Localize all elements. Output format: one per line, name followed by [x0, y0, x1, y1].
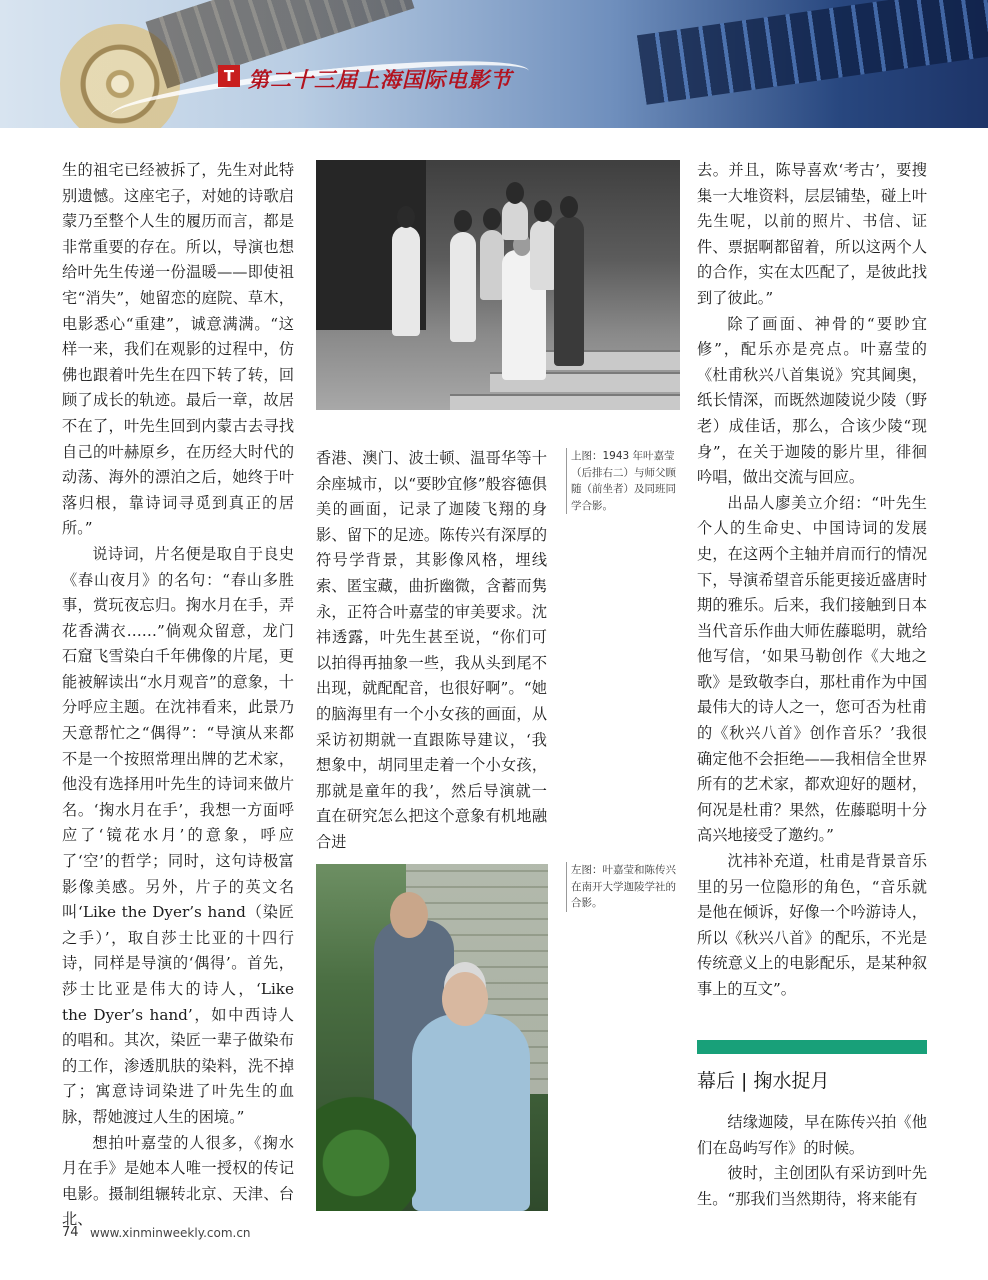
photo-figure	[480, 230, 504, 300]
film-strip-graphic	[637, 0, 988, 105]
festival-title: 第二十三届上海国际电影节	[248, 67, 512, 92]
photo-figure	[554, 216, 584, 366]
header-banner	[0, 0, 988, 128]
photo-figure-head	[397, 206, 415, 228]
article-column-1	[62, 158, 294, 1233]
photo-figure	[450, 232, 476, 342]
paragraph: 想拍叶嘉莹的人很多，《掬水月在手》是她本人唯一授权的传记电影。摄制组辗转北京、天津、台北、	[62, 1133, 294, 1229]
photo-figure-head	[454, 210, 472, 232]
page-number: 74	[62, 1225, 79, 1240]
photo-figure	[392, 226, 420, 336]
section-heading: 幕后 | 掬水捉月	[697, 1070, 830, 1092]
paragraph: 彼时，主创团队有采访到叶先生。“那我们当然期待，将来能有	[697, 1164, 927, 1208]
historical-group-photo	[316, 160, 680, 410]
article-column-3	[697, 158, 927, 1003]
photo-caption-bottom: 左图：叶嘉莹和陈传兴在南开大学迦陵学社的合影。	[566, 862, 683, 912]
section-divider-bar	[697, 1040, 927, 1054]
portrait-photo	[316, 864, 548, 1211]
website-url: www.xinminweekly.com.cn	[90, 1226, 251, 1240]
photo-figure-head	[442, 972, 488, 1026]
paragraph: 说诗词，片名便是取自于良史《春山夜月》的名句：“春山多胜事，赏玩夜忘归。掬水月在手，弄花香满衣……”倘观众留意，龙门石窟飞雪染白千年佛像的片尾，更能被解读出“水月观音”的意象，十分呼应主题。在沈祎看来，此景乃天意帮忙之“偶得”：“导演从来都不是一个按照常理出牌的艺术家，他没有选择用叶先生的诗词来做片名。‘掬水月在手’，我想一方面呼应了‘镜花水月’的意象，呼应了‘空’的哲学；同时，这句诗极富影像美感。另外，片子的英文名叫‘Like the Dyer’s hand（染匠之手）’，取自莎士比亚的十四行诗，同样是导演的‘偶得’。首先，莎士比亚是伟大的诗人，‘Like the Dyer’s hand’，如中西诗人的唱和。其次，染匠一辈子做染布的工作，渗透肌肤的染料，洗不掉了；寓意诗词染进了叶先生的血脉，帮她渡过人生的困境。”	[62, 544, 294, 1126]
photo-figure-head	[390, 892, 428, 938]
paragraph: 香港、澳门、波士顿、温哥华等十余座城市，以“要眇宜修”般容德俱美的画面，记录了迦陵飞翔的身影、留下的足迹。陈传兴有深厚的符号学背景，其影像风格，埋线索、匿宝藏，曲折幽微，含蓄而隽永，正符合叶嘉莹的审美要求。沈祎透露，叶先生甚至说，“你们可以拍得再抽象一些，我从头到尾不出现，就配配音，也很好啊”。“她的脑海里有一个小女孩的画面，从采访初期就一直跟陈导建议，‘我想象中，胡同里走着一个小女孩，那就是童年的我’，然后导演就一直在研究怎么把这个意象有机地融合进	[316, 449, 547, 851]
photo-figure-head	[483, 208, 501, 230]
photo-step	[530, 350, 680, 370]
paragraph: 除了画面、神骨的“要眇宜修”，配乐亦是亮点。叶嘉莹的《杜甫秋兴八首集说》究其阃奥，纸长情深，而既然迦陵说少陵（野老）成佳话，那么，合该少陵“现身”，在关于迦陵的影片里，徘徊吟唱，做出交流与回应。	[697, 314, 927, 487]
photo-figure-head	[560, 196, 578, 218]
photo-caption-top: 上图：1943 年叶嘉莹（后排右二）与师父顾随（前坐者）及同班同学合影。	[566, 448, 683, 514]
paragraph: 去。并且，陈导喜欢‘考古’，要搜集一大堆资料，层层铺垫，碰上叶先生呢，以前的照片、书信、证件、票据啊都留着，所以这两个人的合作，实在太匹配了，是彼此找到了彼此。”	[697, 161, 927, 307]
paragraph: 沈祎补充道，杜甫是背景音乐里的另一位隐形的角色，“音乐就是他在倾诉，好像一个吟游诗人，所以《秋兴八首》的配乐，不光是传统意义上的电影配乐，是某种叙事上的互文”。	[697, 852, 927, 998]
photo-step	[450, 394, 680, 410]
photo-figure-head	[534, 200, 552, 222]
article-column-3-section	[697, 1110, 927, 1212]
festival-logo-icon: T	[218, 65, 240, 87]
paragraph: 出品人廖美立介绍：“叶先生个人的生命史、中国诗词的发展史，在这两个主轴并肩而行的情况下，导演希望音乐能更接近盛唐时期的雅乐。后来，我们接触到日本当代音乐作曲大师佐藤聪明，就给他写信，‘如果马勒创作《大地之歌》是致敬李白，那杜甫作为中国最伟大的诗人之一，您可否为杜甫的《秋兴八首》创作音乐？’我很确定他不会拒绝——我相信全世界所有的艺术家，都欢迎好的题材，何况是杜甫？果然，佐藤聪明十分高兴地接受了邀约。”	[697, 493, 927, 845]
photo-figure	[502, 200, 528, 240]
photo-figure	[530, 220, 556, 290]
photo-plants	[316, 1091, 416, 1211]
photo-seated-woman	[412, 1014, 530, 1211]
photo-figure-head	[506, 182, 524, 204]
paragraph: 结缘迦陵，早在陈传兴拍《他们在岛屿写作》的时候。	[697, 1113, 927, 1157]
article-column-2	[316, 446, 547, 856]
paragraph: 生的祖宅已经被拆了，先生对此特别遗憾。这座宅子，对她的诗歌启蒙乃至整个人生的履历而言，都是非常重要的存在。所以，导演也想给叶先生传递一份温暖——即使祖宅“消失”，她留恋的庭院、草木，电影悉心“重建”，诚意满满。“这样一来，我们在观影的过程中，仿佛也跟着叶先生在四下转了转，回顾了成长的轨迹。最后一章，故居不在了，叶先生回到内蒙古去寻找自己的叶赫原乡，在历经大时代的动荡、海外的漂泊之后，她终于叶落归根，靠诗词寻觅到真正的居所。”	[62, 161, 294, 538]
